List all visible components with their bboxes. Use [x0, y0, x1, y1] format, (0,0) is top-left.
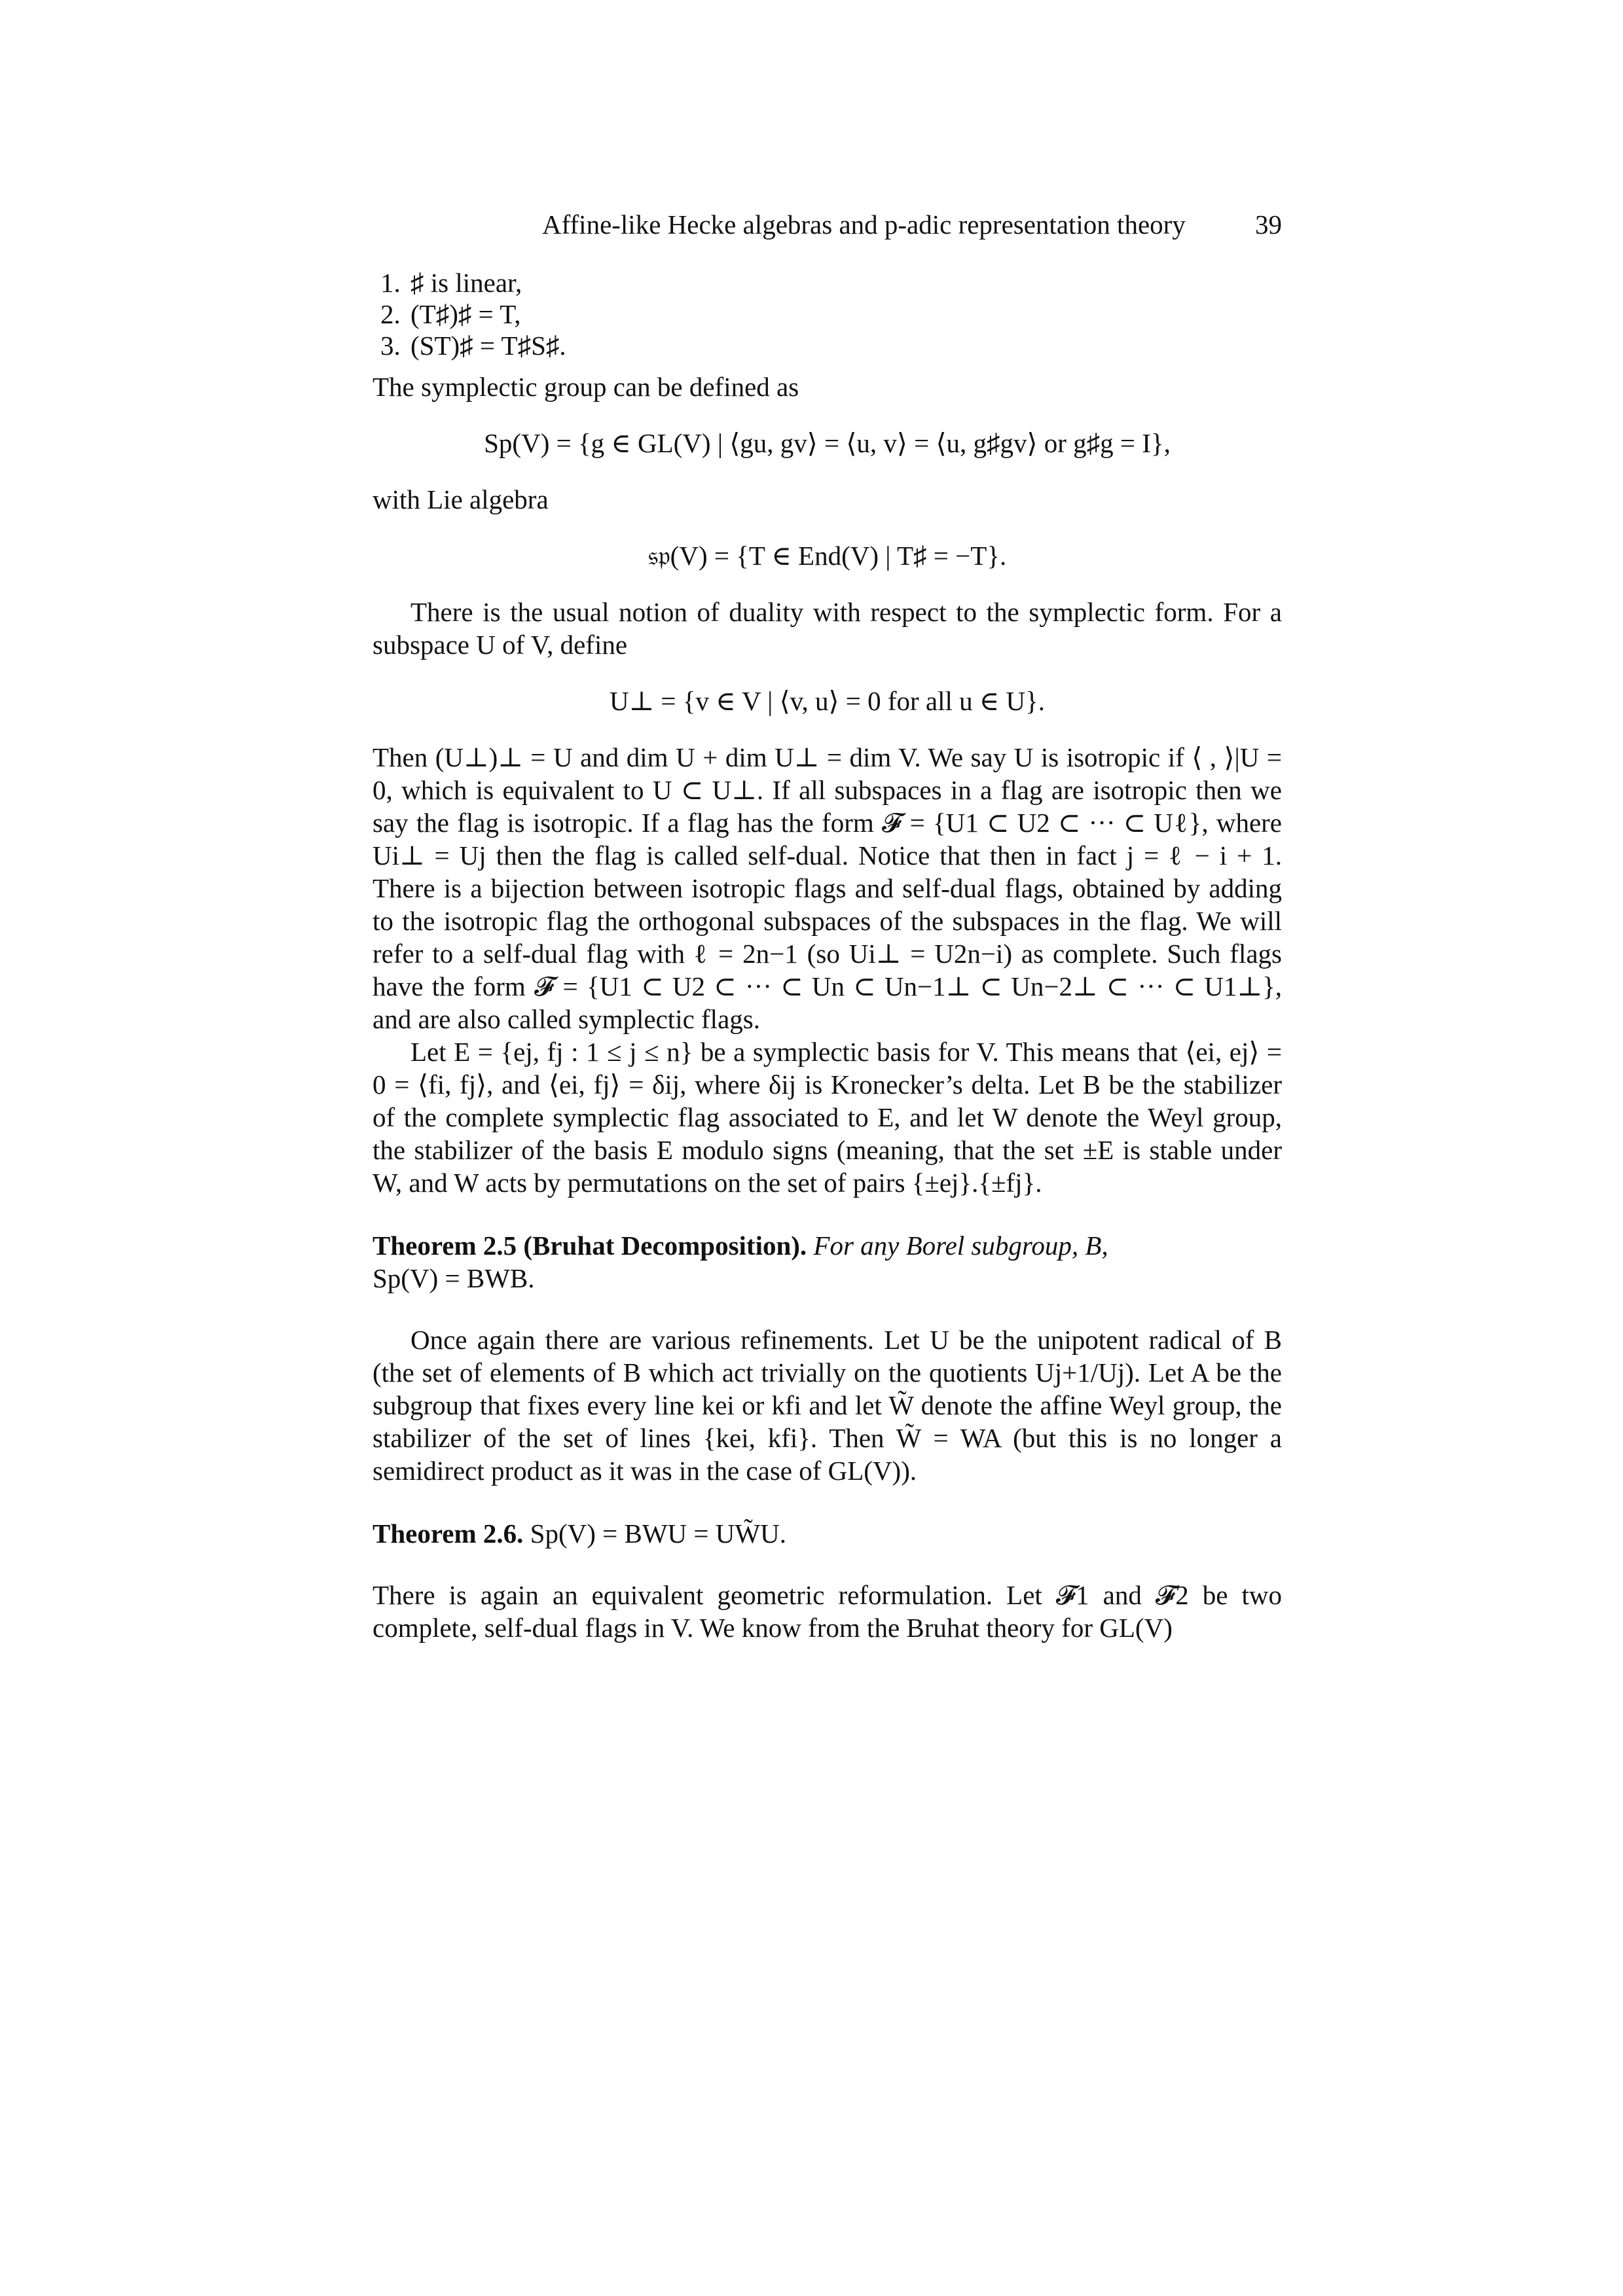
list-item: [380, 298, 1282, 330]
list-text: (T♯)♯ = T,: [410, 299, 521, 329]
list-number: 2.: [380, 299, 401, 329]
text-body: [373, 267, 1282, 1644]
page-number: 39: [1255, 209, 1282, 240]
equation-perp: U⊥ = {v ∈ V | ⟨v, u⟩ = 0 for all u ∈ U}.: [609, 686, 1046, 716]
theorem-statement: For any Borel subgroup, B,: [813, 1230, 1108, 1261]
paragraph-duality: There is the usual notion of duality with respect to the symplectic form. For a subspace U of V, define: [373, 597, 1282, 660]
running-header: [542, 208, 1282, 245]
paragraph-geometric: There is again an equivalent geometric reformulation. Let 𝓕1 and 𝓕2 be two complete, self-dual flags in V. We know from the Bruhat theory for GL(V): [373, 1580, 1282, 1643]
list-item: [380, 330, 1282, 361]
equation-sp: Sp(V) = {g ∈ GL(V) | ⟨gu, gv⟩ = ⟨u, v⟩ = ⟨u, g♯gv⟩ or g♯g = I},: [484, 428, 1171, 458]
list-number: 3.: [380, 331, 401, 361]
paragraph-basis: Let E = {ej, fj : 1 ≤ j ≤ n} be a symplectic basis for V. This means that ⟨ei, ej⟩ = 0 = ⟨fi, fj⟩, and ⟨ei, fj⟩ = δij, where δij is Kronecker’s delta. Let B be the stabilizer of the complete symplectic flag associated to E, and let W denote the Weyl group, the stabilizer of the basis E modulo signs (meaning, that the set ±E is stable under W, and W acts by permutations on the set of pairs {±ej}.{±fj}.: [373, 1037, 1282, 1198]
paragraph-refinements: Once again there are various refinements. Let U be the unipotent radical of B (the set of elements of B which act trivially on the quotients Uj+1/Uj). Let A be the subgroup that fixes every line kei or kfi and let W̃ denote the affine Weyl group, the stabilizer of the set of lines {kei, kfi}. Then W̃ = WA (but this is no longer a semidirect product as it was in the case of GL(V)).: [373, 1325, 1282, 1486]
running-title: Affine-like Hecke algebras and p-adic representation theory: [542, 209, 1186, 240]
theorem-equation: Sp(V) = BWB.: [373, 1263, 535, 1293]
paragraph-isotropic: Then (U⊥)⊥ = U and dim U + dim U⊥ = dim V. We say U is isotropic if ⟨ , ⟩|U = 0, which is equivalent to U ⊂ U⊥. If all subspaces in a flag are isotropic then we say the flag is isotropic. If a flag has the form 𝓕 = {U1 ⊂ U2 ⊂ ··· ⊂ Uℓ}, where Ui⊥ = Uj then the flag is called self-dual. Notice that then in fact j = ℓ − i + 1. There is a bijection between isotropic flags and self-dual flags, obtained by adding to the isotropic flag the orthogonal subspaces of the subspaces in the flag. We will refer to a self-dual flag with ℓ = 2n−1 (so Ui⊥ = U2n−i) as complete. Such flags have the form 𝓕 = {U1 ⊂ U2 ⊂ ··· ⊂ Un ⊂ Un−1⊥ ⊂ Un−2⊥ ⊂ ··· ⊂ U1⊥}, and are also called symplectic flags.: [373, 742, 1282, 1034]
list-item: [380, 267, 1282, 298]
paragraph-lie: with Lie algebra: [373, 484, 549, 514]
theorem-equation: Sp(V) = BWU = UW̃U.: [530, 1518, 786, 1549]
equation-lie-algebra: 𝔰𝔭(V) = {T ∈ End(V) | T♯ = −T}.: [647, 541, 1007, 571]
paragraph-symplectic-intro: The symplectic group can be defined as: [373, 372, 799, 402]
theorem-heading: Theorem 2.5 (Bruhat Decomposition).: [373, 1230, 807, 1261]
list-number: 1.: [380, 268, 401, 298]
properties-list: [373, 267, 1282, 361]
theorem-heading: Theorem 2.6.: [373, 1518, 524, 1549]
list-text: ♯ is linear,: [410, 268, 522, 298]
theorem-2-6: [373, 1517, 1282, 1550]
list-text: (ST)♯ = T♯S♯.: [410, 331, 566, 361]
theorem-2-5: [373, 1229, 1282, 1295]
